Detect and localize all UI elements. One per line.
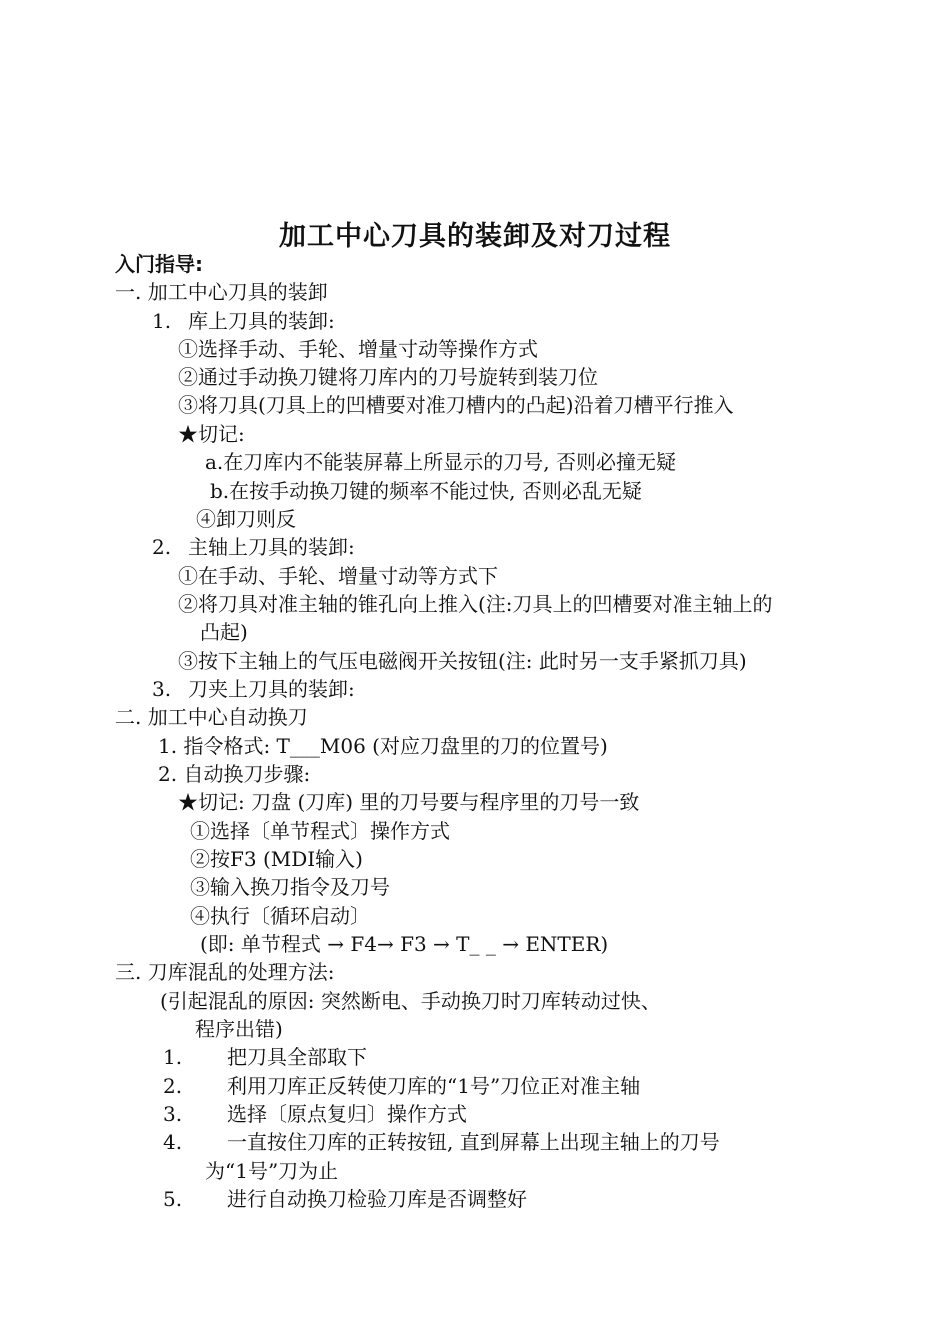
list-item — [163, 1072, 640, 1100]
item-text: 选择〔原点复归〕操作方式 — [227, 1102, 467, 1126]
list-item — [163, 1128, 720, 1156]
list-item: ④执行〔循环启动〕 — [190, 904, 370, 928]
sub-number: 1. — [152, 309, 172, 333]
section-1-sub-2 — [152, 533, 355, 561]
item-number: 3. — [163, 1102, 183, 1126]
list-item: ④卸刀则反 — [196, 507, 296, 531]
section-3-heading: 三. 刀库混乱的处理方法: — [115, 960, 335, 984]
page-title: 加工中心刀具的装卸及对刀过程 — [279, 221, 671, 252]
list-item: ②将刀具对准主轴的锥孔向上推入(注:刀具上的凹槽要对准主轴上的 — [178, 592, 773, 616]
list-item — [163, 1100, 467, 1128]
item-text: 一直按住刀库的正转按钮, 直到屏幕上出现主轴上的刀号 — [227, 1130, 720, 1154]
list-item: 2. 自动换刀步骤: — [158, 762, 311, 786]
intro-label: 入门指导: — [115, 252, 203, 276]
caution-item-a: a.在刀库内不能装屏幕上所显示的刀号, 否则必撞无疑 — [205, 450, 676, 474]
sub-text: 刀夹上刀具的装卸: — [188, 677, 355, 701]
sub-number: 3. — [152, 677, 172, 701]
cause-note: (引起混乱的原因: 突然断电、手动换刀时刀库转动过快、 — [160, 989, 661, 1013]
list-item: ③按下主轴上的气压电磁阀开关按钮(注: 此时另一支手紧抓刀具) — [178, 649, 747, 673]
item-number: 1. — [163, 1045, 183, 1069]
section-1-heading: 一. 加工中心刀具的装卸 — [115, 280, 328, 304]
sequence-note: (即: 单节程式 → F4→ F3 → T_ _ → ENTER) — [200, 932, 609, 956]
list-item: ①选择〔单节程式〕操作方式 — [190, 819, 450, 843]
list-item: ②按F3 (MDI输入) — [190, 847, 363, 871]
list-item: 1. 指令格式: T___M06 (对应刀盘里的刀的位置号) — [158, 734, 608, 758]
section-2-heading: 二. 加工中心自动换刀 — [115, 705, 308, 729]
list-item: ③输入换刀指令及刀号 — [190, 875, 390, 899]
caution-label: ★切记: — [178, 422, 245, 446]
item-text: 进行自动换刀检验刀库是否调整好 — [227, 1187, 527, 1211]
list-item: ①选择手动、手轮、增量寸动等操作方式 — [178, 337, 538, 361]
item-number: 4. — [163, 1130, 183, 1154]
list-item-continuation: 为“1号”刀为止 — [205, 1159, 339, 1183]
section-1-sub-1 — [152, 307, 335, 335]
list-item: ③将刀具(刀具上的凹槽要对准刀槽内的凸起)沿着刀槽平行推入 — [178, 393, 734, 417]
list-item-continuation: 凸起) — [200, 620, 248, 644]
item-number: 2. — [163, 1074, 183, 1098]
item-text: 利用刀库正反转使刀库的“1号”刀位正对准主轴 — [227, 1074, 641, 1098]
cause-note-continuation: 程序出错) — [195, 1017, 283, 1041]
sub-text: 主轴上刀具的装卸: — [188, 535, 355, 559]
list-item — [163, 1043, 367, 1071]
item-text: 把刀具全部取下 — [227, 1045, 367, 1069]
item-number: 5. — [163, 1187, 183, 1211]
list-item — [163, 1185, 527, 1213]
list-item: ①在手动、手轮、增量寸动等方式下 — [178, 564, 498, 588]
list-item: ②通过手动换刀键将刀库内的刀号旋转到装刀位 — [178, 365, 598, 389]
section-1-sub-3 — [152, 675, 355, 703]
caution-item-b: b.在按手动换刀键的频率不能过快, 否则必乱无疑 — [210, 479, 642, 503]
sub-number: 2. — [152, 535, 172, 559]
caution-label: ★切记: 刀盘 (刀库) 里的刀号要与程序里的刀号一致 — [178, 790, 640, 814]
sub-text: 库上刀具的装卸: — [188, 309, 335, 333]
